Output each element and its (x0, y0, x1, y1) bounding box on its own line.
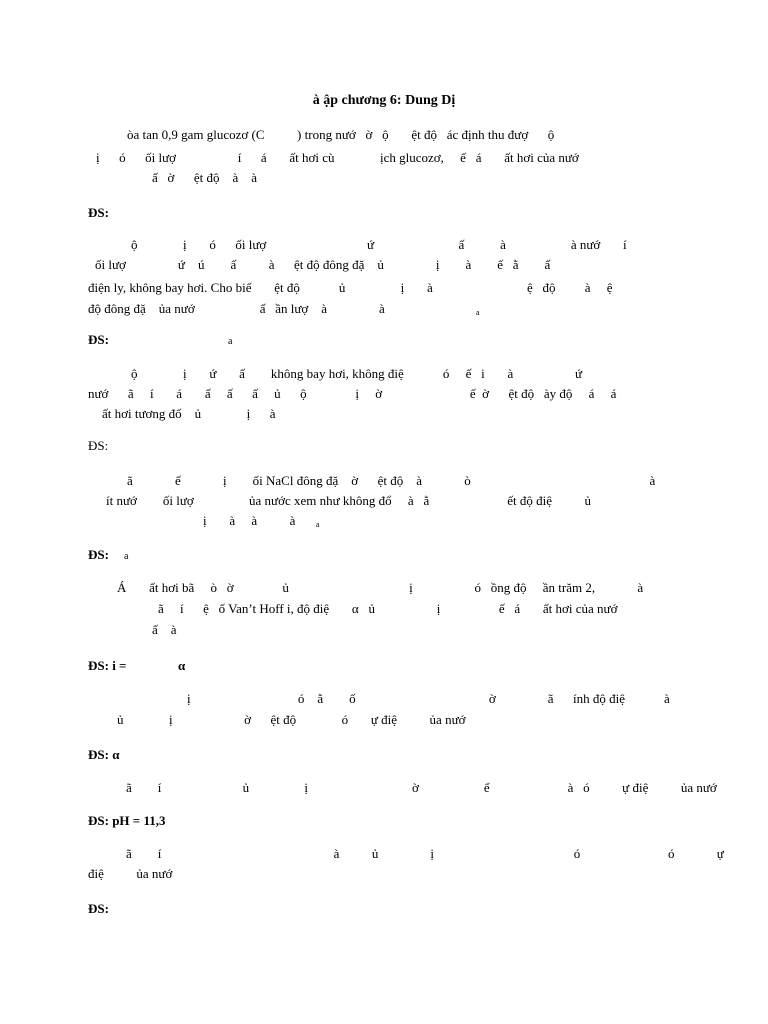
problem-2-answer-value: a (228, 336, 233, 347)
problem-6-answer: ĐS: α (88, 747, 120, 762)
problem-2-line-1: ộ ị ó ối lượ ứ ấ à à nướ í (131, 237, 627, 252)
problem-2-line-3: điện ly, không bay hơi. Cho biế ệt độ ủ ị à ệ độ à ệ (88, 280, 613, 295)
problem-5-line-3: ấ à (152, 622, 177, 637)
problem-4-answer-value: a (124, 551, 129, 562)
problem-8-line-2: điệ ủa nướ (88, 866, 173, 881)
problem-1-line-1: òa tan 0,9 gam glucozơ (C ) trong nướ ờ ộ ệt độ ác định thu đượ ộ (127, 127, 555, 142)
problem-6-line-2: ủ ị ờ ệt độ ó ự điệ ủa nướ (117, 712, 466, 727)
problem-2-line-4-mark: a (476, 308, 480, 317)
problem-5-answer: ĐS: i = (88, 658, 127, 673)
problem-3-line-2: nướ ã í á ấ ấ ấ ủ ộ ị ờ ế ờ ệt độ ày độ á á (88, 386, 617, 401)
problem-4-line-3: ị à à à (203, 513, 296, 528)
problem-1-line-2: ị ó ối lượ í á ất hơi cù ịch glucozơ, ế á ất hơi của nướ (96, 150, 579, 165)
problem-5-line-1: Á ất hơi bã ò ờ ủ ị ó ồng độ ần trăm 2, à (117, 580, 644, 595)
problem-1-answer: ĐS: (88, 205, 109, 220)
problem-5-answer-value: α (178, 658, 186, 673)
problem-8-answer: ĐS: (88, 901, 109, 916)
problem-1-line-3: ấ ờ ệt độ à à (152, 170, 258, 185)
problem-4-answer: ĐS: (88, 547, 109, 562)
problem-4-line-1: ã ế ị ối NaCl đông đặ ờ ệt độ à ò à (127, 473, 656, 488)
problem-4-line-3-mark: a (316, 520, 320, 529)
problem-3-line-1: ộ ị ứ ấ không bay hơi, không điệ ó ế i à ứ (131, 366, 583, 381)
page-title: à ập chương 6: Dung Dị (312, 93, 456, 108)
problem-7-line-1: ã í ủ ị ờ ế à ó ự điệ ủa nướ (126, 780, 717, 795)
problem-5-line-2: ã í ệ ố Van’t Hoff i, độ điệ α ủ ị ế á ất hơi của nướ (158, 601, 618, 616)
problem-4-line-2: ít nướ ối lượ ủa nước xem như không đổ à ằ ết độ điệ ủ (106, 493, 591, 508)
problem-3-line-3: ất hơi tương đố ủ ị à (102, 406, 276, 421)
problem-8-line-1: ã í à ủ ị ó ó ự (126, 846, 724, 861)
problem-2-line-2: ối lượ ứ ú ấ à ệt độ đông đặ ủ ị à ế ằ ấ (95, 257, 551, 272)
problem-2-line-4: độ đông đặ ủa nướ ấ ần lượ à à (88, 301, 385, 316)
problem-2-answer: ĐS: (88, 332, 109, 347)
problem-3-answer: ĐS: (88, 438, 109, 453)
problem-6-line-1: ị ó ằ ố ờ ã ính độ điệ à (187, 691, 670, 706)
problem-7-answer: ĐS: pH = 11,3 (88, 813, 166, 828)
